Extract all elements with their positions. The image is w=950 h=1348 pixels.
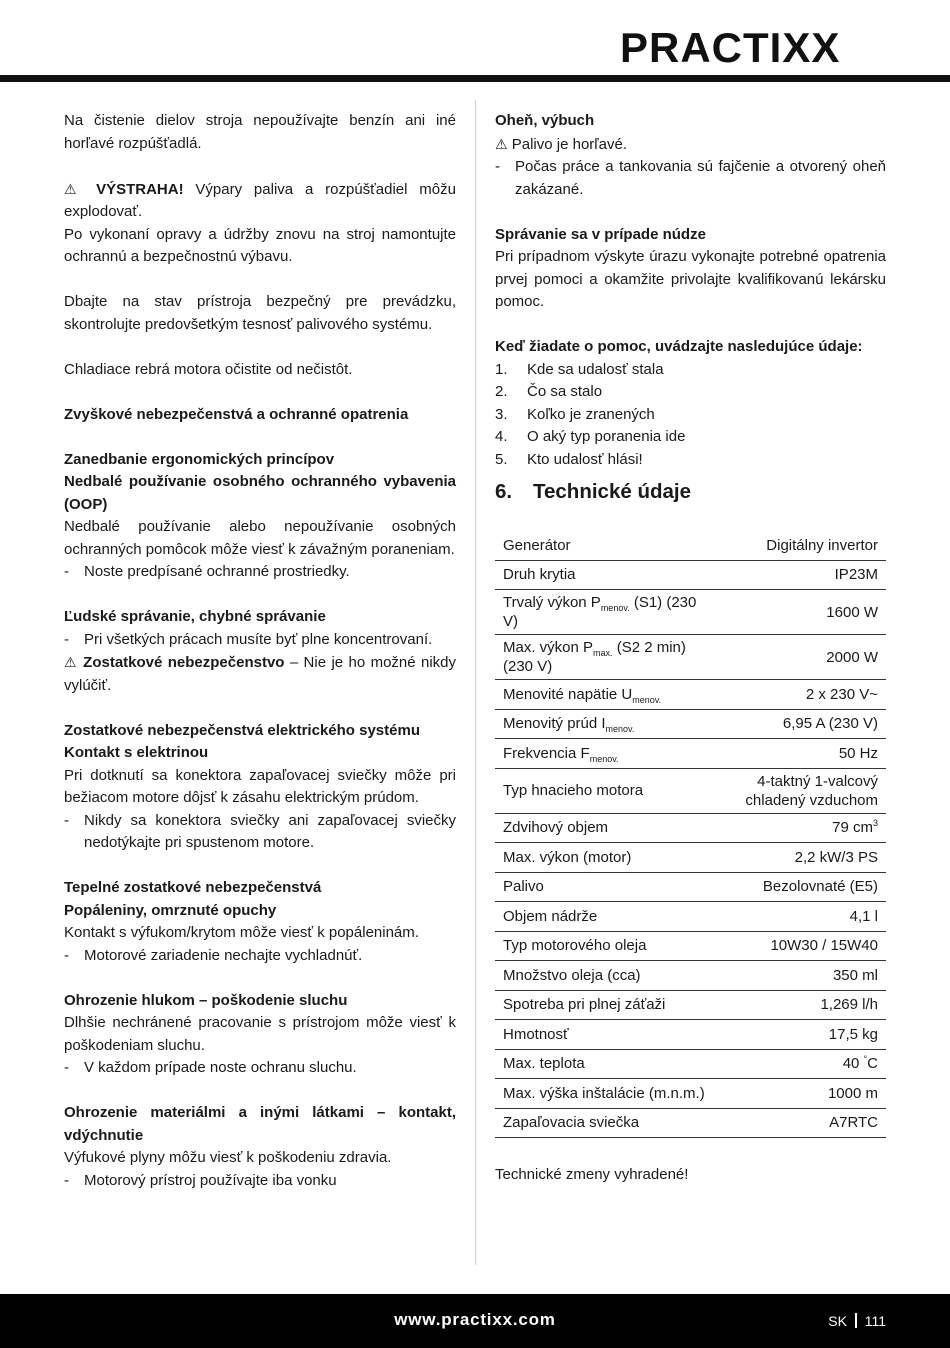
spec-label-text: Spotreba pri plnej záťaži xyxy=(503,996,666,1014)
paragraph: Pri prípadnom výskyte úrazu vykonajte potrebné opatrenia prvej pomoci a okamžite privolajte kvalifikovanú lekársku pomoc. xyxy=(495,248,886,310)
spec-value-text: 1,269 l/h xyxy=(820,996,878,1014)
spacer xyxy=(64,336,456,359)
spec-label-suffix: (S1) (230 V) xyxy=(503,594,697,630)
list-marker: - xyxy=(64,946,69,964)
table-row xyxy=(495,709,886,739)
spec-value xyxy=(720,843,886,873)
note: Technické zmeny vyhradené! xyxy=(495,1166,689,1183)
list-marker: 1. xyxy=(495,360,508,378)
table-row xyxy=(495,872,886,902)
paragraph: Dlhšie nechránené pracovanie s prístrojom môže viesť k poškodeniam sluchu. xyxy=(64,1014,456,1054)
warning-text xyxy=(495,133,886,157)
list-text: Počas práce a tankovania sú fajčenie a otvorený oheň zakázané. xyxy=(515,158,886,198)
spec-label-text: Zapaľovacia sviečka xyxy=(503,1114,640,1132)
list-marker: - xyxy=(64,1171,69,1189)
warning-label: VÝSTRAHA! xyxy=(96,180,184,198)
list-text: Motorový prístroj používajte iba vonku xyxy=(84,1171,337,1189)
page-number: 111 xyxy=(864,1313,886,1329)
subheading: Ľudské správanie, chybné správanie xyxy=(64,608,326,625)
table-row xyxy=(495,1049,886,1079)
right-column xyxy=(495,110,886,1187)
warning-icon: ⚠ xyxy=(495,135,508,152)
spec-label xyxy=(495,590,720,635)
list-text: Čo sa stalo xyxy=(527,383,603,400)
table-row xyxy=(495,902,886,932)
paragraph: Pri dotknutí sa konektora zapaľovacej sviečky môže pri bežiacom motore dôjsť k zásahu elektrickým prúdom. xyxy=(64,766,456,806)
spec-value-text: 17,5 kg xyxy=(828,1025,878,1043)
subheading: Tepelné zostatkové nebezpečenstvá xyxy=(64,879,322,896)
spec-value-text: 50 Hz xyxy=(838,744,878,762)
spec-label xyxy=(495,739,720,769)
table-row xyxy=(495,843,886,873)
subheading: Ohrozenie materiálmi a inými látkami – kontakt, vdýchnutie xyxy=(64,1104,456,1144)
spec-label-text: Frekvencia F xyxy=(503,744,590,762)
spec-value-text: Bezolovnaté (E5) xyxy=(762,878,878,896)
spec-value xyxy=(720,680,886,710)
spec-label-subscript: menov. xyxy=(632,694,662,705)
list-text: Noste predpísané ochranné prostriedky. xyxy=(84,563,350,580)
table-row xyxy=(495,560,886,590)
subheading: Ohrozenie hlukom – poškodenie sluchu xyxy=(64,991,348,1009)
spec-label-text: Menovitý prúd I xyxy=(503,715,606,733)
numbered-item xyxy=(495,381,886,404)
spec-label-text: Objem nádrže xyxy=(503,907,598,925)
numbered-item xyxy=(495,404,886,427)
spec-label-text: Max. výkon P xyxy=(503,639,594,656)
list-marker: 3. xyxy=(495,405,508,423)
spec-value xyxy=(720,560,886,590)
spec-value-suffix: C xyxy=(867,1055,878,1073)
spacer xyxy=(495,314,886,337)
spec-label xyxy=(495,768,720,813)
spec-label-text: Zdvihový objem xyxy=(503,819,609,837)
spacer xyxy=(64,697,456,720)
numbered-item xyxy=(495,426,886,449)
table-row xyxy=(495,531,886,560)
spec-label xyxy=(495,680,720,710)
right-text xyxy=(495,110,886,471)
spec-label xyxy=(495,990,720,1020)
spec-value xyxy=(720,990,886,1020)
spec-value xyxy=(720,931,886,961)
list-item xyxy=(64,561,456,584)
spec-value-text: 350 ml xyxy=(832,966,878,984)
spec-label xyxy=(495,843,720,873)
spec-label xyxy=(495,1079,720,1109)
spec-label-subscript: menov. xyxy=(600,603,630,613)
spacer xyxy=(64,584,456,607)
warning-body: Výpary paliva a rozpúšťadiel môžu explodovať. xyxy=(64,180,456,220)
spec-value-text: 10W30 / 15W40 xyxy=(770,937,878,955)
spec-label-text: Typ motorového oleja xyxy=(503,937,647,955)
subheading: Zvyškové nebezpečenstvá a ochranné opatrenia xyxy=(64,405,409,423)
table-row xyxy=(495,590,886,635)
spec-label-text: Max. teplota xyxy=(503,1055,585,1073)
list-item xyxy=(64,1170,456,1193)
list-item xyxy=(64,1057,456,1080)
spec-label xyxy=(495,961,720,991)
table-row xyxy=(495,680,886,710)
column-divider xyxy=(475,100,476,1265)
spec-value xyxy=(720,531,886,560)
spec-value xyxy=(720,813,886,843)
numbered-item xyxy=(495,449,886,472)
warning-icon: ⚠ xyxy=(64,654,78,670)
table-row xyxy=(495,961,886,991)
list-text: Pri všetkých prácach musíte byť plne koncentrovaní. xyxy=(84,630,433,648)
spec-label-subscript: menov. xyxy=(589,753,619,764)
brand-logo-text: PRACTIXX xyxy=(620,24,841,71)
section-title: Technické údaje xyxy=(533,480,691,503)
spec-label xyxy=(495,1108,720,1138)
subheading: Zostatkové nebezpečenstvá elektrického systému xyxy=(64,721,420,739)
brand-logo xyxy=(620,18,915,76)
list-marker: - xyxy=(64,1059,69,1076)
list-text: Nikdy sa konektora sviečky ani zapaľovacej sviečky nedotýkajte pri spustenom motore. xyxy=(84,811,456,851)
spec-label-text: Max. výkon (motor) xyxy=(503,848,632,866)
spec-value xyxy=(720,768,886,813)
spec-value xyxy=(720,709,886,739)
spec-value xyxy=(720,902,886,932)
list-item xyxy=(64,810,456,855)
subheading: Popáleniny, omrznuté opuchy xyxy=(64,901,277,919)
paragraph: Nedbalé používanie alebo nepoužívanie osobných ochranných pomôcok môže viesť k závažným poraneniam. xyxy=(64,518,456,558)
paragraph: Kontakt s výfukom/krytom môže viesť k popáleninám. xyxy=(64,924,419,941)
subheading: Nedbalé používanie osobného ochranného vybavenia (OOP) xyxy=(64,473,456,513)
list-item xyxy=(495,156,886,201)
spec-label-text: Typ hnacieho motora xyxy=(503,782,644,799)
spec-label-text: Palivo xyxy=(503,878,544,896)
table-row xyxy=(495,931,886,961)
spec-label-text: Generátor xyxy=(503,536,571,554)
spec-value-text: 6,95 A (230 V) xyxy=(782,715,878,733)
warning-body: Palivo je horľavé. xyxy=(511,135,628,153)
spec-label xyxy=(495,872,720,902)
spec-value xyxy=(720,635,886,680)
spacer xyxy=(64,1080,456,1103)
list-marker: - xyxy=(495,158,500,175)
list-marker: - xyxy=(64,811,69,829)
subheading: Kontakt s elektrinou xyxy=(64,744,209,761)
spec-value-text: 40 xyxy=(842,1055,864,1073)
table-row xyxy=(495,990,886,1020)
spec-label-subscript: max. xyxy=(593,648,613,658)
spec-label xyxy=(495,813,720,843)
list-text: Motorové zariadenie nechajte vychladnúť. xyxy=(84,946,363,964)
list-item xyxy=(64,629,456,652)
footer xyxy=(0,1294,950,1348)
spec-value xyxy=(720,961,886,991)
spec-value-text: 2 x 230 V~ xyxy=(805,685,878,703)
spacer xyxy=(495,201,886,224)
spacer xyxy=(64,381,456,404)
list-text: Kde sa udalosť stala xyxy=(527,360,664,378)
spec-label-text: Max. výška inštalácie (m.n.m.) xyxy=(503,1084,705,1102)
spec-label xyxy=(495,709,720,739)
spec-value-text: A7RTC xyxy=(829,1114,878,1132)
list-text: O aký typ poranenia ide xyxy=(527,428,686,445)
spec-value-text: 79 cm xyxy=(832,819,873,837)
spec-label xyxy=(495,931,720,961)
list-text: Koľko je zranených xyxy=(527,405,655,423)
warning-body: – Nie je ho možné nikdy vylúčiť. xyxy=(64,654,456,694)
spec-label xyxy=(495,1020,720,1050)
spacer xyxy=(64,426,456,449)
left-column xyxy=(64,110,456,1192)
spec-label-text: Menovité napätie U xyxy=(503,685,633,703)
list-marker: - xyxy=(64,630,69,648)
subheading: Zanedbanie ergonomických princípov xyxy=(64,450,335,468)
spec-value-superscript: ° xyxy=(863,1054,868,1065)
warning-icon: ⚠ xyxy=(64,180,85,197)
spacer xyxy=(64,967,456,990)
header-rule xyxy=(0,75,950,82)
spec-value-text: 1000 m xyxy=(827,1084,878,1102)
warning-label: Zostatkové nebezpečenstvo xyxy=(83,654,285,671)
warning-text xyxy=(64,178,456,224)
subheading: Správanie sa v prípade núdze xyxy=(495,225,706,243)
spec-label-text: Množstvo oleja (cca) xyxy=(503,966,641,984)
numbered-item xyxy=(495,359,886,382)
table-row xyxy=(495,1108,886,1138)
paragraph: Výfukové plyny môžu viesť k poškodeniu zdravia. xyxy=(64,1149,392,1166)
spec-label xyxy=(495,560,720,590)
section-heading xyxy=(495,477,886,507)
spec-value-text: 1600 W xyxy=(826,603,878,621)
footer-url[interactable]: www.practixx.com xyxy=(394,1310,556,1329)
spec-value-text: Digitálny invertor xyxy=(766,536,878,554)
table-row xyxy=(495,1079,886,1109)
table-row xyxy=(495,813,886,843)
spec-value xyxy=(720,1049,886,1079)
spec-value xyxy=(720,1108,886,1138)
subheading: Keď žiadate o pomoc, uvádzajte nasledujúce údaje: xyxy=(495,338,863,355)
paragraph: Dbajte na stav prístroja bezpečný pre prevádzku, skontrolujte predovšetkým tesnosť palivového systému. xyxy=(64,293,456,333)
spec-value xyxy=(720,739,886,769)
list-text: Kto udalosť hlási! xyxy=(527,450,643,468)
list-item xyxy=(64,945,456,968)
spec-label xyxy=(495,635,720,680)
spacer xyxy=(64,269,456,292)
paragraph: Po vykonaní opravy a údržby znovu na stroj namontujte ochrannú a bezpečnostnú výbavu. xyxy=(64,225,456,265)
language-code: SK xyxy=(828,1313,847,1329)
spec-value-text: 2,2 kW/3 PS xyxy=(794,848,878,866)
spec-value-text: 4-taktný 1-valcový chladený vzduchom xyxy=(745,772,878,809)
spacer xyxy=(64,155,456,178)
subheading: Oheň, výbuch xyxy=(495,112,595,129)
table-row xyxy=(495,739,886,769)
table-row xyxy=(495,1020,886,1050)
table-row xyxy=(495,768,886,813)
list-text: V každom prípade noste ochranu sluchu. xyxy=(84,1059,357,1076)
footer-page-info xyxy=(828,1310,886,1333)
section-number: 6. xyxy=(495,480,513,503)
list-marker: 2. xyxy=(495,383,508,400)
spec-value xyxy=(720,1020,886,1050)
list-marker: 4. xyxy=(495,428,508,445)
spec-label-text: Druh krytia xyxy=(503,566,576,584)
spec-value xyxy=(720,1079,886,1109)
spec-value-text: 4,1 l xyxy=(849,907,878,925)
spec-label-text: Trvalý výkon P xyxy=(503,594,601,611)
spacer xyxy=(64,855,456,878)
spec-label xyxy=(495,902,720,932)
paragraph: Na čistenie dielov stroja nepoužívajte benzín ani iné horľavé rozpúšťadlá. xyxy=(64,112,456,152)
spec-table xyxy=(495,531,886,1138)
spec-value-text: 2000 W xyxy=(826,648,878,666)
spec-value xyxy=(720,590,886,635)
spec-label xyxy=(495,1049,720,1079)
spec-value-superscript: 3 xyxy=(872,818,878,829)
paragraph: Chladiace rebrá motora očistite od nečistôt. xyxy=(64,360,353,378)
spec-value-text: IP23M xyxy=(834,566,878,584)
spec-value xyxy=(720,872,886,902)
list-marker: 5. xyxy=(495,450,508,468)
warning-text xyxy=(64,651,456,697)
spec-label xyxy=(495,531,720,560)
spec-label-subscript: menov. xyxy=(605,724,635,735)
table-row xyxy=(495,635,886,680)
list-marker: - xyxy=(64,563,69,580)
spec-label-text: Hmotnosť xyxy=(503,1025,569,1043)
spec-label-suffix: (S2 2 min) (230 V) xyxy=(503,639,686,675)
